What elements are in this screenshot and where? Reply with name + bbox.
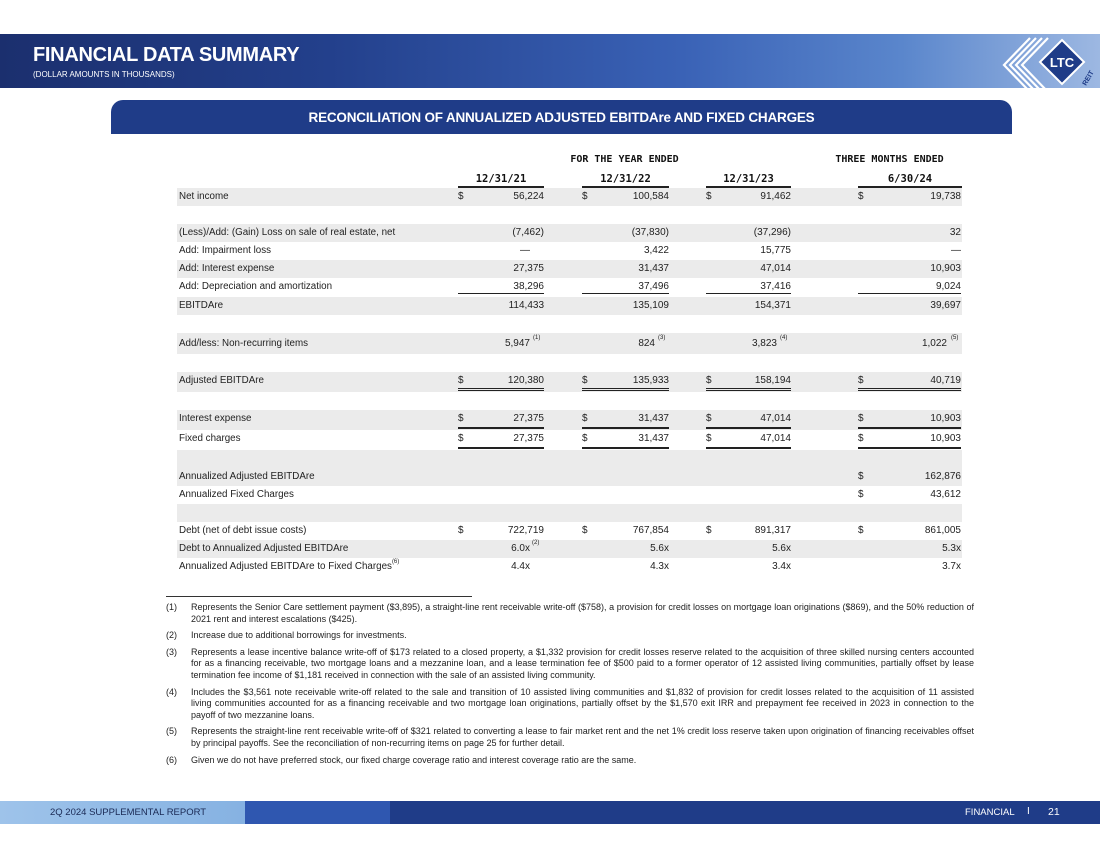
footnote-item: (2) Increase due to additional borrowings for investments.	[166, 630, 407, 641]
table-cell: 3.7x	[942, 561, 961, 572]
spacer-row	[177, 450, 962, 468]
row-label: Add: Interest expense	[179, 263, 275, 274]
table-row	[177, 468, 962, 486]
table-cell: 3,823 (4)	[751, 335, 788, 349]
column-header: 12/31/22	[600, 173, 651, 185]
table-cell: 32	[949, 227, 961, 238]
row-label: Annualized Adjusted EBITDAre to Fixed Charges$^{(6)}$	[179, 559, 400, 572]
column-header: 6/30/24	[887, 173, 933, 185]
table-row	[177, 410, 962, 430]
table-cell: 4.4x	[511, 561, 530, 572]
table-cell: —	[520, 245, 530, 256]
page-subtitle: (DOLLAR AMOUNTS IN THOUSANDS)	[33, 70, 175, 79]
footer-separator: I	[1027, 806, 1030, 817]
row-label: Fixed charges	[179, 433, 241, 444]
group-header-year: FOR THE YEAR ENDED	[570, 154, 679, 165]
spacer-row	[177, 354, 962, 372]
report-name: 2Q 2024 SUPPLEMENTAL REPORT	[50, 807, 207, 818]
table-cell: 824 (3)	[638, 335, 666, 349]
table-cell: 5.6x	[650, 543, 669, 554]
row-label: Debt (net of debt issue costs)	[179, 525, 307, 536]
table-cell: 6.0x (2)	[511, 540, 540, 554]
footer-accent-mid	[245, 801, 390, 824]
table-row	[177, 224, 962, 242]
table-cell: 114,433	[508, 300, 544, 311]
table-cell: 4.3x	[650, 561, 669, 572]
row-label: Add/less: Non-recurring items	[179, 338, 309, 349]
row-label: Adjusted EBITDAre	[179, 375, 264, 386]
table-cell: (37,830)	[631, 227, 669, 238]
row-label: Debt to Annualized Adjusted EBITDAre	[179, 543, 349, 554]
header-band	[0, 34, 1100, 88]
ltc-logo-icon	[1000, 30, 1100, 100]
page-number: 21	[1048, 806, 1060, 818]
spacer-row	[177, 206, 962, 224]
table-cell: 10,903	[930, 263, 961, 274]
table-row	[177, 372, 962, 392]
table-cell: 5.6x	[772, 543, 791, 554]
table-cell: 31,437	[638, 263, 669, 274]
group-header-quarter: THREE MONTHS ENDED	[835, 154, 944, 165]
logo-subtext: REIT	[1081, 69, 1096, 87]
row-label: Net income	[179, 191, 229, 202]
table-cell: $ 47,014	[706, 413, 791, 429]
column-header: 12/31/23	[723, 173, 774, 185]
table-row	[177, 522, 962, 540]
table-row	[177, 558, 962, 576]
logo-text: LTC	[1049, 55, 1075, 70]
footnote-item: (1) Represents the Senior Care settlement payment ($3,895), a straight-line rent receivable write-off ($758), a provision for credit losses on mortgage loan originations ($869), and the 50% reduction of 2021 rent and interest escalations ($425).	[166, 602, 974, 624]
table-row	[177, 486, 962, 504]
table-cell: 1,022 (5)	[921, 335, 959, 349]
table-cell: 37,416	[706, 281, 791, 294]
spacer-row	[177, 392, 962, 410]
spacer-row	[177, 315, 962, 333]
section-name: FINANCIAL	[965, 807, 1015, 818]
table-row	[177, 540, 962, 558]
table-cell: 135,109	[632, 300, 669, 311]
table-cell: $ 27,375	[458, 413, 544, 429]
table-cell: 15,775	[760, 245, 791, 256]
page-title: FINANCIAL DATA SUMMARY	[33, 44, 300, 66]
table-row	[177, 242, 962, 260]
table-cell: 154,371	[754, 300, 791, 311]
row-label: Add: Impairment loss	[179, 245, 272, 256]
table-cell: $ 120,380	[458, 375, 544, 391]
column-header: 12/31/21	[475, 173, 527, 185]
row-label: Annualized Fixed Charges	[179, 489, 294, 500]
table-cell: $ 158,194	[706, 375, 791, 391]
table-cell: $ 56,224	[458, 191, 544, 202]
footnote-item: (4) Includes the $3,561 note receivable write-off related to the sale and transition of 10 assisted living communities and $1,832 of provision for credit losses related to the acquisition of 11 assisted living communities accounted for as a financing receivable and two mortgage loan originations, partially offset by the $1,570 exit IRR and prepayment fee received in 2023 in connection to the payoff of two mezzanine loans.	[166, 686, 974, 720]
table-cell: —	[951, 245, 961, 256]
table-cell: 5.3x	[942, 543, 961, 554]
table-cell: 27,375	[513, 263, 544, 274]
table-cell: $ 162,876	[858, 471, 961, 482]
table-cell: 3,422	[643, 245, 669, 256]
table-cell: $ 10,903	[858, 413, 961, 429]
table-cell: $ 19,738	[858, 191, 961, 202]
section-banner: RECONCILIATION OF ANNUALIZED ADJUSTED EBITDAre AND FIXED CHARGES	[111, 100, 1012, 134]
table-cell: $ 31,437	[582, 433, 669, 449]
footnote-divider	[166, 596, 472, 597]
footnotes	[166, 602, 974, 771]
table-cell: $ 891,317	[706, 525, 791, 536]
table-cell: 3.4x	[772, 561, 791, 572]
table-row	[177, 430, 962, 449]
table-cell: 38,296	[458, 281, 544, 294]
footnote-item: (5) Represents the straight-line rent receivable write-off of $321 related to converting a lease to fair market rent and the net 1% credit loss reserve taken upon origination of financing receivables offset by principal payoffs. See the reconciliation of non-recurring items on page 25 for further detail.	[166, 726, 974, 748]
table-cell: $ 722,719	[458, 525, 544, 536]
table-cell: 37,496	[582, 281, 669, 294]
footer-bar	[0, 801, 1100, 824]
row-label: Add: Depreciation and amortization	[179, 281, 333, 292]
table-cell: $ 31,437	[582, 413, 669, 429]
table-row	[177, 297, 962, 315]
table-row	[177, 188, 962, 206]
row-label: EBITDAre	[179, 300, 224, 311]
table-cell: (7,462)	[512, 227, 544, 238]
table-cell: $ 767,854	[582, 525, 669, 536]
table-cell: $ 27,375	[458, 433, 544, 449]
table-row	[177, 278, 962, 296]
table-cell: 47,014	[760, 263, 791, 274]
table-cell: $ 100,584	[582, 191, 669, 202]
footnote-item: (6) Given we do not have preferred stock, our fixed charge coverage ratio and interest coverage ratio are the same.	[166, 754, 637, 765]
table-cell: 39,697	[930, 300, 961, 311]
table-cell: $ 10,903	[858, 433, 961, 449]
row-label: Annualized Adjusted EBITDAre	[179, 471, 315, 482]
table-cell: 5,947 (1)	[504, 335, 541, 349]
table-cell: $ 40,719	[858, 375, 961, 391]
table-cell: 9,024	[858, 281, 961, 294]
row-label: Interest expense	[179, 413, 252, 424]
table-cell: (37,296)	[753, 227, 791, 238]
table-cell: $ 861,005	[858, 525, 961, 536]
table-row	[177, 260, 962, 278]
table-cell: $ 47,014	[706, 433, 791, 449]
table-cell: $ 135,933	[582, 375, 669, 391]
footnote-item: (3) Represents a lease incentive balance write-off of $173 related to a closed property, a $1,332 provision for credit losses reserve related to the acquisition of three skilled nursing centers accounted for as a financing receivable, two mortgage loans and a mezzanine loan, and a lease termination fee of $500 paid to a former operator of 12 assisted living communities, partially offset by lease termination fee income of $1,181 received in connection with the sale of an assisted living community.	[166, 646, 974, 680]
row-label: (Less)/Add: (Gain) Loss on sale of real estate, net	[179, 227, 396, 238]
table-row	[177, 333, 962, 354]
table-cell: $ 43,612	[858, 489, 961, 500]
spacer-row	[177, 504, 962, 522]
table-cell: $ 91,462	[706, 191, 791, 202]
